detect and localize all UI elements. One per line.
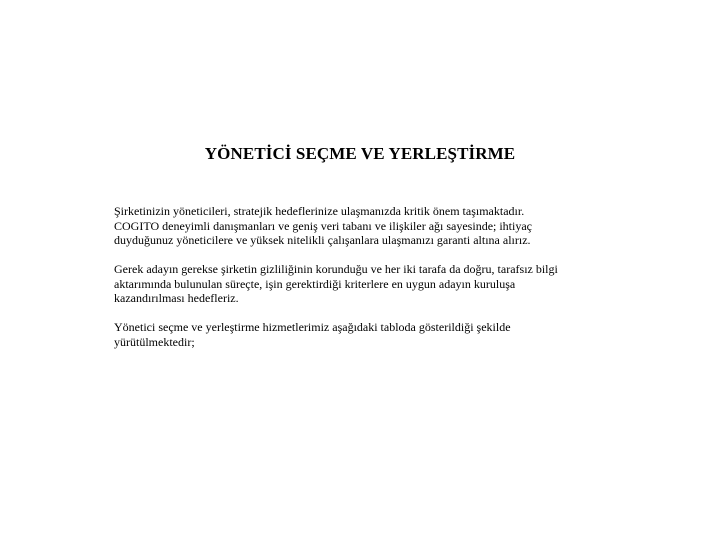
body-text bbox=[114, 204, 614, 364]
page-title: YÖNETİCİ SEÇME VE YERLEŞTİRME bbox=[204, 144, 516, 163]
text-line: yürütülmektedir; bbox=[114, 334, 195, 349]
paragraph-services bbox=[114, 320, 614, 349]
text-line: COGITO deneyimli danışmanları ve geniş veri tabanı ve ilişkiler ağı sayesinde; ihtiyaç bbox=[114, 218, 533, 233]
text-line: Şirketinizin yöneticileri, stratejik hedeflerinize ulaşmanızda kritik önem taşımaktadır. bbox=[114, 204, 525, 218]
text-line: duyduğunuz yöneticilere ve yüksek nitelikli çalışanlara ulaşmanızı garanti altına alırız. bbox=[114, 233, 531, 247]
text-line: kazandırılması hedefleriz. bbox=[114, 291, 239, 305]
paragraph-intro bbox=[114, 204, 614, 248]
text-line: Gerek adayın gerekse şirketin gizliliğinin korunduğu ve her iki tarafa da doğru, tarafsız bilgi bbox=[114, 262, 558, 276]
text-line: Yönetici seçme ve yerleştirme hizmetlerimiz aşağıdaki tabloda gösterildiği şekilde bbox=[114, 320, 511, 334]
text-line: aktarımında bulunulan süreçte, işin gerektirdiği kriterlere en uygun adayın kuruluşa bbox=[114, 276, 516, 291]
paragraph-confidentiality bbox=[114, 262, 614, 306]
